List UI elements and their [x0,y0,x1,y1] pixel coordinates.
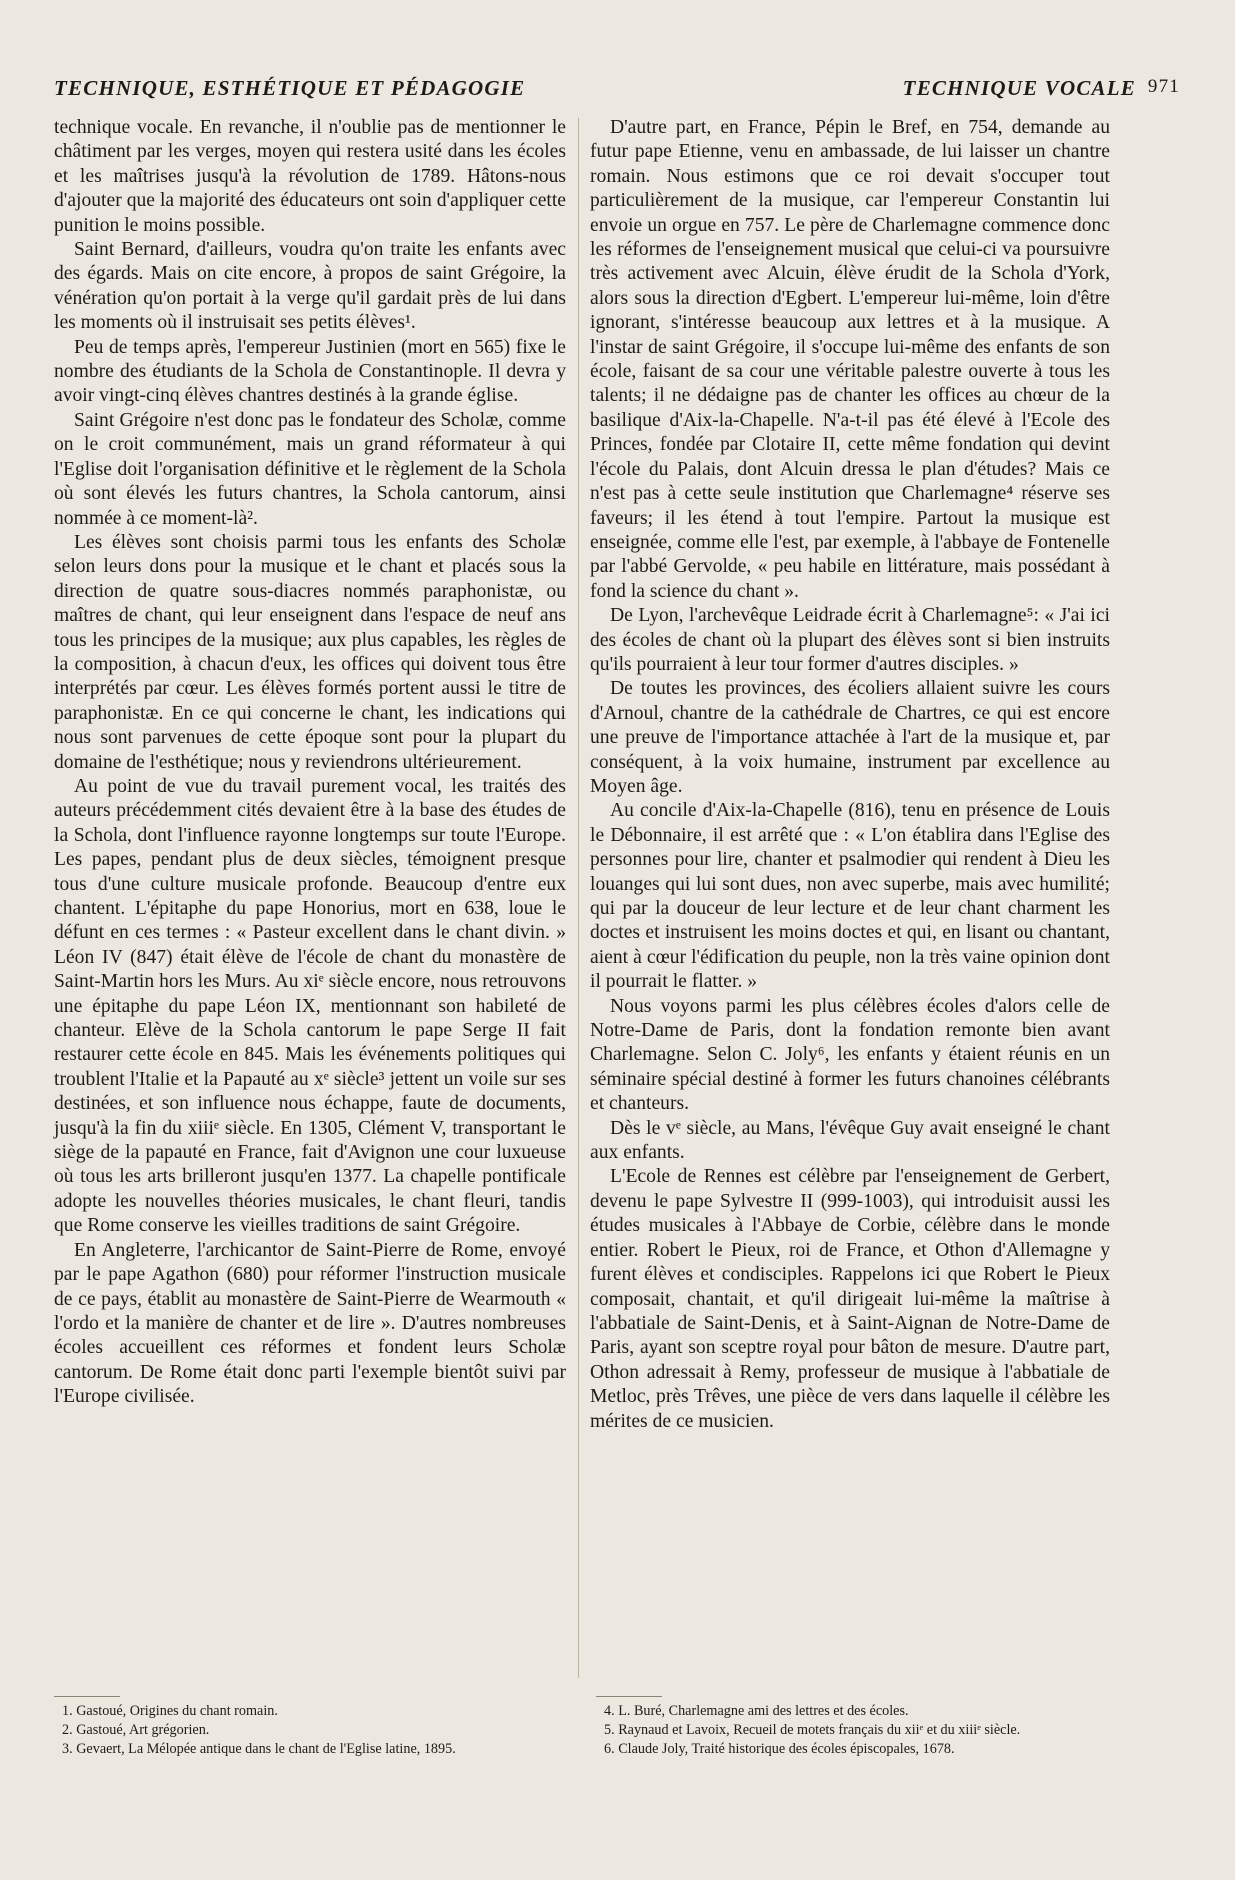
footnote: 6. Claude Joly, Traité historique des écoles épiscopales, 1678. [604,1741,955,1757]
paragraph: En Angleterre, l'archicantor de Saint-Pierre de Rome, envoyé par le pape Agathon (680) pour réformer l'instruction musicale de ce pays, établit au monastère de Saint-Pierre de Wearmouth « l'ordo et la manière de chanter et de lire ». D'autres nombreuses écoles accueillent ces réformes et fondent leurs Scholæ cantorum. De Rome était donc parti l'exemple bientôt suivi par l'Europe civilisée. [54,1239,566,1408]
paragraph: De toutes les provinces, des écoliers allaient suivre les cours d'Arnoul, chantre de la cathédrale de Chartres, ce qui est encore une preuve de l'importance attachée à l'art de la musique et, par conséquent, à la voix humaine, instrument par excellence au Moyen âge. [590,678,1110,797]
paragraph: Saint Grégoire n'est donc pas le fondateur des Scholæ, comme on le croit communément, mais un grand réformateur à qui l'Eglise doit l'organisation définitive et le règlement de la Schola où sont élevés les futurs chantres, la Schola cantorum, ainsi nommée à ce moment-là². [54,409,566,529]
left-text-column [54,116,566,1410]
paragraph: De Lyon, l'archevêque Leidrade écrit à Charlemagne⁵: « J'ai ici des écoles de chant où la plupart des élèves sont si bien instruits qu'ils pourraient à leur tour former d'autres disciples. » [590,605,1110,675]
header-left-title: TECHNIQUE, ESTHÉTIQUE ET PÉDAGOGIE [54,76,526,100]
footnote: 4. L. Buré, Charlemagne ami des lettres et des écoles. [604,1703,909,1719]
paragraph: D'autre part, en France, Pépin le Bref, en 754, demande au futur pape Etienne, venu en ambassade, de lui laisser un chantre romain. Nous estimons que ce roi devait s'occuper tout particulièrement de la musique, car l'empereur Constantin lui envoie un orgue en 757. Le père de Charlemagne commence donc les réformes de l'enseignement musical que celui-ci va poursuivre très activement avec Alcuin, élève érudit de la Schola d'York, alors sous la direction d'Egbert. L'empereur lui-même, loin d'être ignorant, s'intéresse beaucoup aux lettres et à la musique. A l'instar de saint Grégoire, il s'occupe lui-même des enfants de son école, faisant de sa cour une véritable palestre ouverte à tous les talents; il ne dédaigne pas de chanter les offices au chœur de la basilique d'Aix-la-Chapelle. N'a-t-il pas été élevé à l'Ecole des Princes, fondée par Clotaire II, cette même fondation qui devint l'école du Palais, dont Alcuin dressa le plan d'études? Mais ce n'est pas à cette seule institution que Charlemagne⁴ réserve ses faveurs; il les étend à tout l'empire. Partout la musique est enseignée, comme elle l'est, par exemple, à l'abbaye de Fontenelle par l'abbé Gervolde, « peu habile en littérature, mais possédant à fond la science du chant ». [590,117,1110,602]
footnotes-left [54,1702,566,1759]
page-number: 971 [1147,76,1180,97]
footnotes-right [596,1702,1116,1759]
footnote-rule [596,1696,662,1697]
right-text-column [590,116,1110,1434]
footnote-rule [54,1696,120,1697]
paragraph: Nous voyons parmi les plus célèbres écoles d'alors celle de Notre-Dame de Paris, dont la fondation remonte bien avant Charlemagne. Selon C. Joly⁶, les enfants y étaient réunis en un séminaire spécial destiné à former les futurs chanoines célébrants et chanteurs. [590,995,1110,1115]
paragraph: Peu de temps après, l'empereur Justinien (mort en 565) fixe le nombre des étudiants de la Schola de Constantinople. Il devra y avoir vingt-cinq élèves chantres destinés à la grande église. [54,336,566,407]
paragraph: Au concile d'Aix-la-Chapelle (816), tenu en présence de Louis le Débonnaire, il est arrêté que : « L'on établira dans l'Eglise des personnes pour lire, chanter et psalmodier qui rendent à Dieu les louanges qui lui sont dues, non avec superbe, mais avec humilité; qui par la douceur de leur lecture et de leur chant charment les doctes et instruisent les moins doctes et qui, en lisant ou chantant, aient à cœur l'édification du peuple, non la très vaine opinion dont il pourrait le flatter. » [590,800,1110,993]
footnote: 1. Gastoué, Origines du chant romain. [62,1703,278,1719]
footnote: 5. Raynaud et Lavoix, Recueil de motets français du xiiᵉ et du xiiiᵉ siècle. [604,1722,1021,1738]
paragraph: Les élèves sont choisis parmi tous les enfants des Scholæ selon leurs dons pour la musique et le chant et placés sous la direction de quatre sous-diacres nommés paraphonistæ, ou maîtres de chant, qui leur enseignent dans l'espace de neuf ans tous les principes de la musique; aux plus capables, les règles de la composition, à chacun d'eux, les offices qui doivent tous être interprétés par cœur. Les élèves formés portent aussi le titre de paraphonistæ. En ce qui concerne le chant, les indications qui nous sont parvenues de cette époque sont pour la plupart du domaine de l'esthétique; nous y reviendrons ultérieurement. [54,531,566,773]
running-header [54,76,1180,106]
footnote: 2. Gastoué, Art grégorien. [62,1722,210,1738]
column-divider [578,118,579,1678]
paragraph: L'Ecole de Rennes est célèbre par l'enseignement de Gerbert, devenu le pape Sylvestre II (999-1003), qui introduisit aussi les études musicales à l'Abbaye de Corbie, célèbre dans le monde entier. Robert le Pieux, roi de France, et Othon d'Allemagne y furent élèves et condisciples. Rappelons ici que Robert le Pieux composait, chantait, et qu'il dirigeait lui-même la maîtrise à l'abbatiale de Saint-Denis, et à Saint-Aignan de Notre-Dame de Paris, ayant son sceptre royal pour bâton de mesure. D'autre part, Othon adressait à Remy, professeur de musique à l'abbatiale de Metloc, près Trêves, une pièce de vers dans laquelle il célèbre les mérites de ce musicien. [590,1166,1110,1432]
paragraph: Au point de vue du travail purement vocal, les traités des auteurs précédemment cités devaient être à la base des études de la Schola, dont l'influence rayonne longtemps sur toute l'Europe. Les papes, pendant plus de deux siècles, témoignent presque tous d'une culture musicale profonde. Beaucoup d'entre eux chantent. L'épitaphe du pape Honorius, mort en 638, loue le défunt en ces termes : « Pasteur excellent dans le chant divin. » Léon IV (847) était élève de l'école de chant du monastère de Saint-Martin hors les Murs. Au xiᵉ siècle encore, nous retrouvons une épitaphe du pape Léon IX, mentionnant son habileté de chanteur. Elève de la Schola cantorum le pape Serge II fait restaurer cette école en 845. Mais les événements politiques qui troublent l'Italie et la Papauté au xᵉ siècle³ jettent un voile sur ses destinées, et son influence nous échappe, faute de documents, jusqu'à la fin du xiiiᵉ siècle. En 1305, Clément V, transportant le siège de la papauté en France, fait d'Avignon une cour luxueuse où tous les arts brilleront jusqu'en 1377. La chapelle pontificale adopte les nouvelles théories musicales, le chant fleuri, tandis que Rome conserve les vieilles traditions de saint Grégoire. [54,775,566,1237]
footnote: 3. Gevaert, La Mélopée antique dans le chant de l'Eglise latine, 1895. [62,1741,456,1757]
header-right-title: TECHNIQUE VOCALE [902,76,1136,100]
paragraph: Saint Bernard, d'ailleurs, voudra qu'on traite les enfants avec des égards. Mais on cite encore, à propos de saint Grégoire, la vénération qu'on portait à la verge qu'il gardait près de lui dans les moments où il instruisait ses petits élèves¹. [54,239,566,334]
paragraph: technique vocale. En revanche, il n'oublie pas de mentionner le châtiment par les verges, moyen qui restera usité dans les écoles et les maîtrises jusqu'à la révolution de 1789. Hâtons-nous d'ajouter que la majorité des éducateurs ont soin d'appliquer cette punition le moins possible. [54,117,566,236]
paragraph: Dès le vᵉ siècle, au Mans, l'évêque Guy avait enseigné le chant aux enfants. [590,1117,1110,1164]
